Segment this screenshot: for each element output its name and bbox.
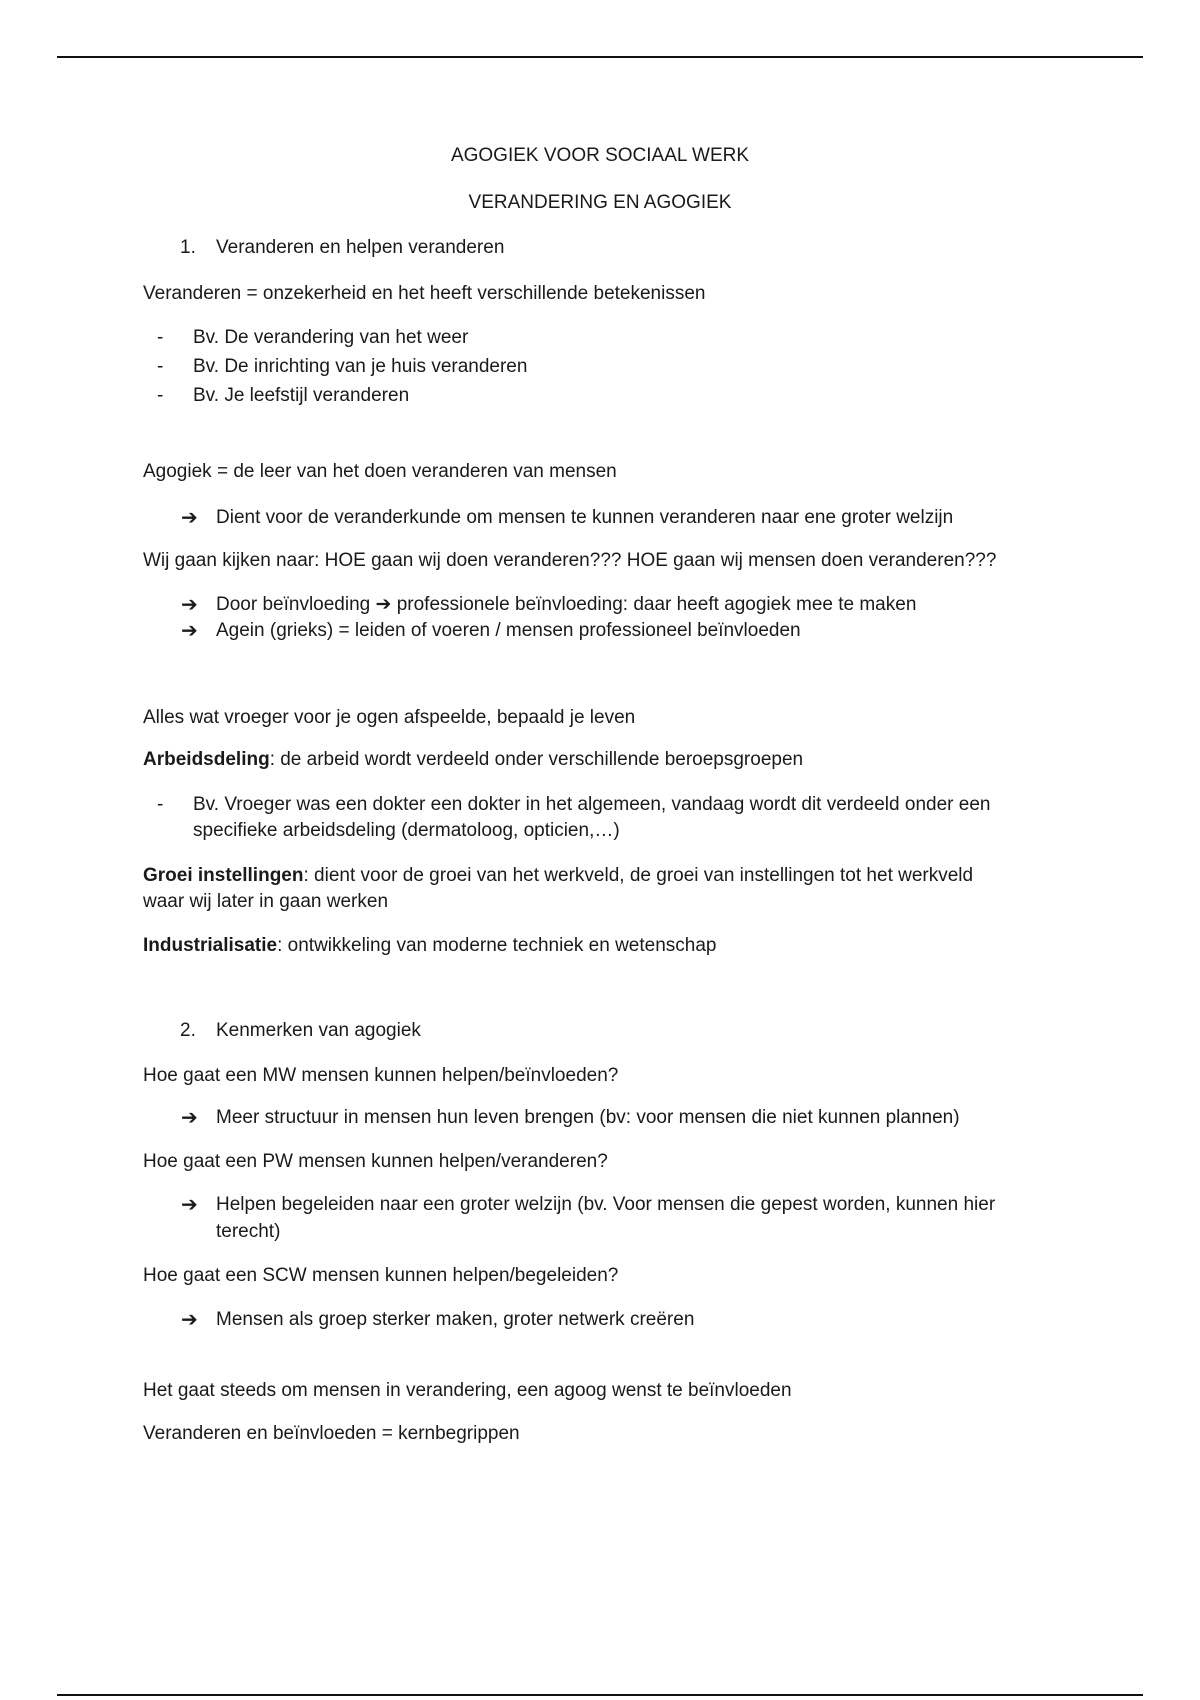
arrow-icon: ➔ [181, 620, 198, 642]
definition-industrialisatie: : ontwikkeling van moderne techniek en wetenschap [277, 935, 717, 956]
term-industrialisatie: Industrialisatie [143, 935, 278, 956]
section-2-number: 2. [180, 1020, 196, 1041]
section-2-heading: Kenmerken van agogiek [216, 1020, 421, 1041]
paragraph-industrialisatie [143, 933, 716, 959]
bullet-item: Bv. De inrichting van je huis veranderen [193, 356, 528, 377]
answer-mw: Meer structuur in mensen hun leven brengen (bv: voor mensen die niet kunnen plannen) [216, 1107, 960, 1128]
bullet-item: Bv. Je leefstijl veranderen [193, 385, 410, 406]
paragraph-question: Wij gaan kijken naar: HOE gaan wij doen veranderen??? HOE gaan wij mensen doen veranderen??? [143, 550, 997, 571]
closing-kernbegrippen: Veranderen en beïnvloeden = kernbegrippen [143, 1423, 520, 1444]
paragraph-vroeger: Alles wat vroeger voor je ogen afspeelde, bepaald je leven [143, 707, 636, 728]
document-subtitle: VERANDERING EN AGOGIEK [468, 192, 732, 213]
paragraph-arbeidsdeling [143, 747, 803, 773]
arrow-icon: ➔ [181, 1309, 198, 1331]
section-1-number: 1. [180, 237, 196, 258]
answer-scw: Mensen als groep sterker maken, groter netwerk creëren [216, 1309, 695, 1330]
bullet-dash: - [157, 327, 164, 348]
arrow-item-part2: professionele beïnvloeding: daar heeft agogiek mee te maken [396, 594, 917, 615]
bullet-item-continued: specifieke arbeidsdeling (dermatoloog, opticien,…) [193, 820, 620, 841]
arrow-item: Agein (grieks) = leiden of voeren / mensen professioneel beïnvloeden [216, 620, 801, 641]
bullet-item: Bv. Vroeger was een dokter een dokter in het algemeen, vandaag wordt dit verdeeld onder een [193, 794, 991, 815]
term-groei-instellingen: Groei instellingen [143, 865, 304, 886]
arrow-inline-icon: ➔ [375, 594, 392, 615]
paragraph-agogiek: Agogiek = de leer van het doen veranderen van mensen [143, 461, 617, 482]
arrow-icon: ➔ [181, 1194, 198, 1216]
question-scw: Hoe gaat een SCW mensen kunnen helpen/begeleiden? [143, 1265, 619, 1286]
arrow-icon: ➔ [181, 507, 198, 529]
document-title: AGOGIEK VOOR SOCIAAL WERK [450, 145, 750, 166]
bullet-dash: - [157, 385, 164, 406]
header-rule [57, 56, 1143, 58]
closing-paragraph: Het gaat steeds om mensen in verandering, een agoog wenst te beïnvloeden [143, 1380, 792, 1401]
arrow-icon: ➔ [181, 1107, 198, 1129]
answer-pw: Helpen begeleiden naar een groter welzijn (bv. Voor mensen die gepest worden, kunnen hier [216, 1194, 996, 1215]
footer-rule [57, 1694, 1143, 1696]
definition-groei: : dient voor de groei van het werkveld, de groei van instellingen tot het werkveld [303, 865, 974, 886]
arrow-item [216, 592, 916, 618]
paragraph-veranderen: Veranderen = onzekerheid en het heeft verschillende betekenissen [143, 283, 706, 304]
term-arbeidsdeling: Arbeidsdeling [143, 749, 270, 770]
question-mw: Hoe gaat een MW mensen kunnen helpen/beïnvloeden? [143, 1065, 619, 1086]
definition-arbeidsdeling: : de arbeid wordt verdeeld onder verschillende beroepsgroepen [269, 749, 804, 770]
section-1-heading: Veranderen en helpen veranderen [216, 237, 505, 258]
arrow-item-part1: Door beïnvloeding [216, 594, 371, 615]
bullet-dash: - [157, 794, 164, 815]
paragraph-groei [143, 863, 973, 889]
question-pw: Hoe gaat een PW mensen kunnen helpen/veranderen? [143, 1151, 608, 1172]
answer-pw-continued: terecht) [216, 1221, 281, 1242]
bullet-dash: - [157, 356, 164, 377]
arrow-item: Dient voor de veranderkunde om mensen te kunnen veranderen naar ene groter welzijn [216, 507, 954, 528]
arrow-icon: ➔ [181, 594, 198, 616]
bullet-item: Bv. De verandering van het weer [193, 327, 469, 348]
paragraph-groei-continued: waar wij later in gaan werken [143, 891, 389, 912]
